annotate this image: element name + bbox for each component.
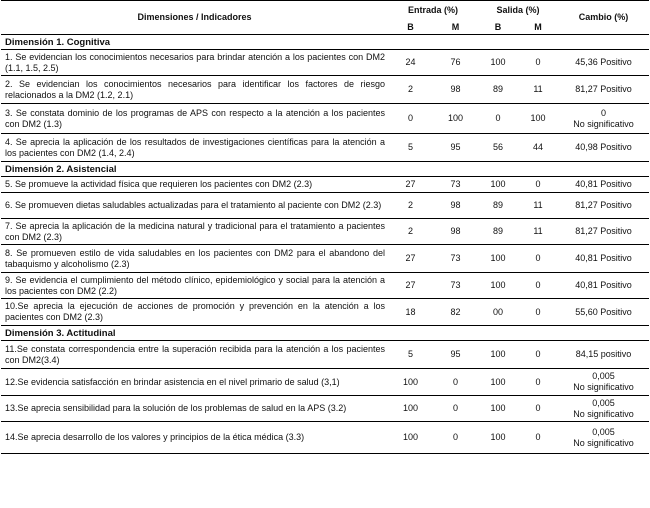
header-salida-m: M xyxy=(518,20,558,35)
cambio-cell xyxy=(558,50,649,76)
cambio-label: No significativo xyxy=(573,118,634,129)
indicator-text: 3. Se constata dominio de los programas de APS con respecto a la atención a los pacientes con DM2 (1.3) xyxy=(1,104,388,134)
value-salida-m: 0 xyxy=(518,177,558,193)
value-entrada-b: 100 xyxy=(388,396,433,422)
cambio-cell xyxy=(558,134,649,162)
value-salida-b: 100 xyxy=(478,396,518,422)
value-entrada-m: 76 xyxy=(433,50,478,76)
value-salida-m: 11 xyxy=(518,76,558,104)
indicator-text: 2. Se evidencian los conocimientos necesarios para identificar los factores de riesgo relacionados a la DM2 (1.2, 2.1) xyxy=(1,76,388,104)
cambio-cell xyxy=(558,369,649,396)
indicator-text: 14.Se aprecia desarrollo de los valores y principios de la ética médica (3.3) xyxy=(1,422,388,454)
cambio-value: 40,81 Positivo xyxy=(575,253,632,263)
table-row xyxy=(1,245,649,273)
value-entrada-m: 73 xyxy=(433,273,478,299)
indicator-text: 8. Se promueven estilo de vida saludables en los pacientes con DM2 para el abandono del tabaquismo y alcoholismo (2.3) xyxy=(1,245,388,273)
value-entrada-m: 82 xyxy=(433,299,478,326)
value-entrada-b: 100 xyxy=(388,369,433,396)
section-row xyxy=(1,326,649,341)
cambio-label: No significativo xyxy=(573,437,634,448)
value-salida-b: 89 xyxy=(478,219,518,245)
value-entrada-b: 100 xyxy=(388,422,433,454)
section-row xyxy=(1,162,649,177)
value-entrada-b: 27 xyxy=(388,177,433,193)
table-row xyxy=(1,50,649,76)
cambio-value: 0,005 xyxy=(592,397,615,408)
cambio-cell xyxy=(558,273,649,299)
cambio-cell xyxy=(558,341,649,369)
value-entrada-b: 2 xyxy=(388,76,433,104)
value-salida-m: 0 xyxy=(518,273,558,299)
header-entrada-m: M xyxy=(433,20,478,35)
header-entrada: Entrada (%) xyxy=(388,1,478,21)
cambio-cell xyxy=(558,219,649,245)
table-row xyxy=(1,422,649,454)
cambio-value: 0,005 xyxy=(592,371,615,381)
section-row xyxy=(1,35,649,50)
value-salida-b: 100 xyxy=(478,50,518,76)
value-salida-m: 0 xyxy=(518,341,558,369)
value-entrada-m: 0 xyxy=(433,369,478,396)
header-entrada-b: B xyxy=(388,20,433,35)
section-title: Dimensión 3. Actitudinal xyxy=(1,326,649,341)
value-salida-m: 100 xyxy=(518,104,558,134)
value-entrada-m: 98 xyxy=(433,219,478,245)
value-entrada-b: 5 xyxy=(388,341,433,369)
value-salida-b: 100 xyxy=(478,341,518,369)
value-entrada-b: 24 xyxy=(388,50,433,76)
value-salida-m: 44 xyxy=(518,134,558,162)
value-entrada-b: 27 xyxy=(388,245,433,273)
value-salida-b: 100 xyxy=(478,422,518,454)
indicator-text: 4. Se aprecia la aplicación de los resultados de investigaciones científicas para la atención a los pacientes con DM2 (1.4, 2.4) xyxy=(1,134,388,162)
value-entrada-m: 95 xyxy=(433,134,478,162)
cambio-label: No significativo xyxy=(573,382,634,392)
table-row xyxy=(1,134,649,162)
table-row xyxy=(1,193,649,219)
table-body xyxy=(1,35,649,454)
value-salida-m: 0 xyxy=(518,50,558,76)
table-row xyxy=(1,219,649,245)
value-salida-m: 0 xyxy=(518,396,558,422)
indicator-text: 9. Se evidencia el cumplimiento del método clínico, epidemiológico y social para la atención a los pacientes con DM2 (2.2) xyxy=(1,273,388,299)
cambio-value: 81,27 Positivo xyxy=(575,200,632,210)
cambio-cell xyxy=(558,193,649,219)
table-row xyxy=(1,369,649,396)
value-entrada-m: 98 xyxy=(433,76,478,104)
cambio-cell xyxy=(558,177,649,193)
value-salida-m: 0 xyxy=(518,245,558,273)
value-salida-b: 100 xyxy=(478,273,518,299)
indicator-text: 7. Se aprecia la aplicación de la medicina natural y tradicional para el tratamiento a pacientes con DM2 (2.3) xyxy=(1,219,388,245)
results-table xyxy=(1,0,649,454)
cambio-value: 40,81 Positivo xyxy=(575,179,632,189)
table-row xyxy=(1,299,649,326)
value-salida-b: 100 xyxy=(478,177,518,193)
cambio-cell xyxy=(558,76,649,104)
value-entrada-m: 100 xyxy=(433,104,478,134)
value-entrada-b: 5 xyxy=(388,134,433,162)
header-row-1 xyxy=(1,1,649,21)
value-salida-m: 11 xyxy=(518,219,558,245)
value-entrada-b: 2 xyxy=(388,219,433,245)
value-salida-b: 100 xyxy=(478,369,518,396)
value-salida-b: 100 xyxy=(478,245,518,273)
value-entrada-m: 98 xyxy=(433,193,478,219)
indicator-text: 11.Se constata correspondencia entre la superación recibida para la atención a los pacientes con DM2(3.4) xyxy=(1,341,388,369)
table-row xyxy=(1,104,649,134)
table-row xyxy=(1,273,649,299)
cambio-cell xyxy=(558,104,649,134)
value-entrada-m: 73 xyxy=(433,245,478,273)
table-row xyxy=(1,76,649,104)
table-row xyxy=(1,341,649,369)
cambio-value: 55,60 Positivo xyxy=(575,306,632,317)
cambio-value: 40,98 Positivo xyxy=(575,142,632,152)
indicator-text: 6. Se promueven dietas saludables actualizadas para el tratamiento al paciente con DM2 (2.3) xyxy=(1,193,388,219)
cambio-value: 40,81 Positivo xyxy=(575,280,632,290)
value-entrada-b: 2 xyxy=(388,193,433,219)
table-row xyxy=(1,396,649,422)
indicator-text: 12.Se evidencia satisfacción en brindar asistencia en el nivel primario de salud (3,1) xyxy=(1,369,388,396)
value-entrada-b: 27 xyxy=(388,273,433,299)
cambio-value: 84,15 positivo xyxy=(575,349,632,359)
section-title: Dimensión 1. Cognitiva xyxy=(1,35,649,50)
value-salida-b: 89 xyxy=(478,193,518,219)
value-entrada-b: 0 xyxy=(388,104,433,134)
cambio-value: 81,27 Positivo xyxy=(575,84,632,94)
cambio-cell xyxy=(558,299,649,326)
value-salida-m: 0 xyxy=(518,422,558,454)
cambio-value: 81,27 Positivo xyxy=(575,226,632,236)
value-salida-b: 56 xyxy=(478,134,518,162)
value-salida-b: 89 xyxy=(478,76,518,104)
value-entrada-m: 95 xyxy=(433,341,478,369)
indicator-text: 13.Se aprecia sensibilidad para la solución de los problemas de salud en la APS (3.2) xyxy=(1,396,388,422)
value-salida-m: 0 xyxy=(518,299,558,326)
cambio-label: No significativo xyxy=(573,408,634,419)
cambio-cell xyxy=(558,396,649,422)
value-salida-m: 11 xyxy=(518,193,558,219)
header-salida: Salida (%) xyxy=(478,1,558,21)
cambio-value: 0,005 xyxy=(592,426,615,437)
value-entrada-m: 0 xyxy=(433,422,478,454)
cambio-value: 45,36 Positivo xyxy=(575,57,632,67)
value-entrada-b: 18 xyxy=(388,299,433,326)
value-salida-b: 00 xyxy=(478,299,518,326)
indicator-text: 5. Se promueve la actividad física que requieren los pacientes con DM2 (2.3) xyxy=(1,177,388,193)
value-entrada-m: 0 xyxy=(433,396,478,422)
indicator-text: 10.Se aprecia la ejecución de acciones de promoción y prevención en la atención a los pacientes con DM2 (2.3) xyxy=(1,299,388,326)
cambio-cell xyxy=(558,245,649,273)
header-cambio: Cambio (%) xyxy=(558,1,649,35)
header-dimensiones: Dimensiones / Indicadores xyxy=(1,1,388,35)
value-entrada-m: 73 xyxy=(433,177,478,193)
value-salida-m: 0 xyxy=(518,369,558,396)
cambio-cell xyxy=(558,422,649,454)
header-salida-b: B xyxy=(478,20,518,35)
table-row xyxy=(1,177,649,193)
indicator-text: 1. Se evidencian los conocimientos necesarios para brindar atención a los pacientes con DM2 (1.1, 1.5, 2.5) xyxy=(1,50,388,76)
cambio-value: 0 xyxy=(601,107,607,118)
section-title: Dimensión 2. Asistencial xyxy=(1,162,649,177)
value-salida-b: 0 xyxy=(478,104,518,134)
